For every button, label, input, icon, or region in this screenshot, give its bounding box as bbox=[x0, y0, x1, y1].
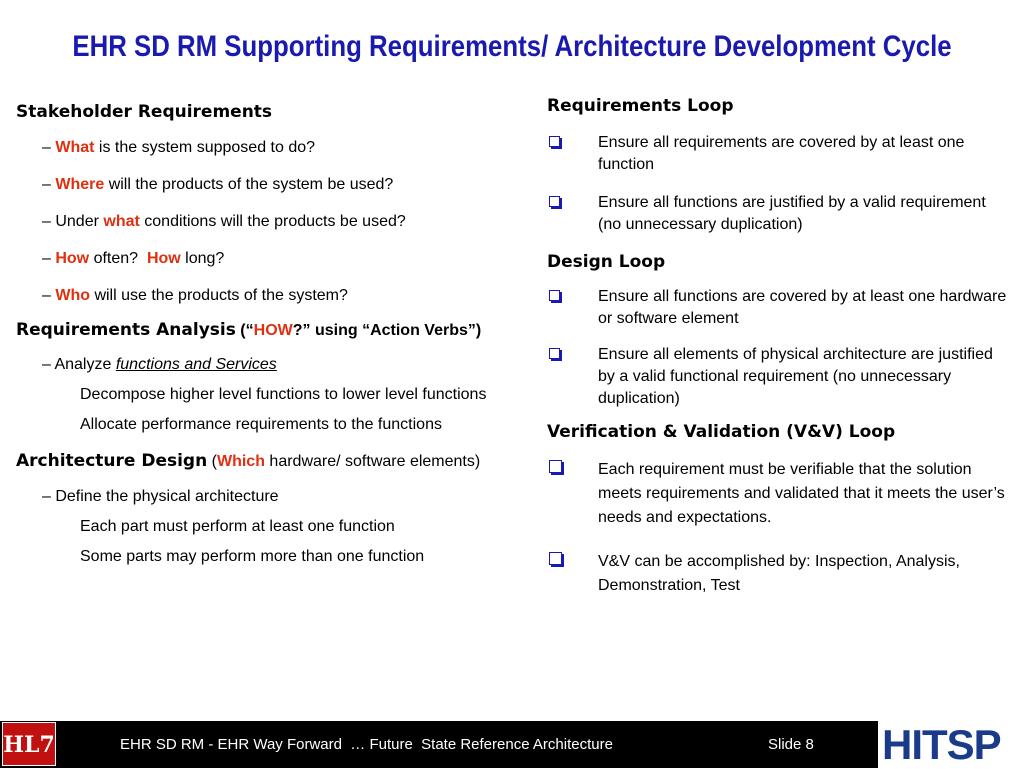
bullet-item: Each requirement must be verifiable that the solution meets requirements and validated that it meets the user’s needs and expectations. bbox=[547, 458, 1007, 530]
footer-bar bbox=[0, 721, 1024, 768]
bullet-item: Ensure all elements of physical architecture are justified by a valid functional requirement (no unnecessary duplication) bbox=[547, 344, 1007, 410]
bullet-item: Ensure all requirements are covered by at least one function bbox=[547, 132, 1007, 176]
bullet-item: Ensure all functions are justified by a valid requirement (no unnecessary duplication) bbox=[547, 192, 1007, 236]
heading-vv-loop: Verification & Validation (V&V) Loop bbox=[547, 422, 896, 442]
list-item: – Where will the products of the system be used? bbox=[42, 176, 394, 193]
heading-design-loop: Design Loop bbox=[547, 252, 666, 272]
checkbox-bullet-icon bbox=[549, 552, 562, 565]
sub-list-item: Decompose higher level functions to lower level functions bbox=[80, 386, 487, 403]
slide-title: EHR SD RM Supporting Requirements/ Architecture Development Cycle bbox=[72, 30, 952, 63]
list-item: – What is the system supposed to do? bbox=[42, 139, 316, 156]
checkbox-bullet-icon bbox=[549, 196, 560, 207]
list-item: – Who will use the products of the system? bbox=[42, 287, 348, 304]
left-column bbox=[16, 102, 536, 566]
checkbox-bullet-icon bbox=[549, 460, 562, 473]
checkbox-bullet-icon bbox=[549, 290, 560, 301]
heading-requirements-loop: Requirements Loop bbox=[547, 96, 734, 116]
sub-list-item: Allocate performance requirements to the functions bbox=[80, 416, 442, 433]
list-item: – Analyze functions and Services bbox=[42, 356, 277, 373]
functions-services-link: functions and Services bbox=[115, 356, 277, 373]
list-item: – Define the physical architecture bbox=[42, 488, 279, 505]
sub-list-item: Some parts may perform more than one function bbox=[80, 548, 425, 565]
heading-requirements-analysis: Requirements Analysis (“HOW?” using “Action Verbs”) bbox=[16, 320, 482, 340]
list-item: – How often? How long? bbox=[42, 250, 225, 267]
sub-list-item: Each part must perform at least one function bbox=[80, 518, 395, 535]
slide-number: Slide 8 bbox=[768, 736, 814, 753]
checkbox-bullet-icon bbox=[549, 136, 560, 147]
right-column bbox=[547, 96, 1007, 598]
heading-architecture-design: Architecture Design (Which hardware/ software elements) bbox=[16, 451, 481, 471]
bullet-item: V&V can be accomplished by: Inspection, Analysis, Demonstration, Test bbox=[547, 550, 1007, 598]
checkbox-bullet-icon bbox=[549, 348, 560, 359]
heading-stakeholder: Stakeholder Requirements bbox=[16, 102, 273, 122]
hl7-logo: HL7 bbox=[2, 722, 56, 766]
list-item: – Under what conditions will the products be used? bbox=[42, 213, 406, 230]
bullet-item: Ensure all functions are covered by at least one hardware or software element bbox=[547, 286, 1007, 330]
footer-text: EHR SD RM - EHR Way Forward … Future State Reference Architecture bbox=[120, 736, 613, 753]
hitsp-logo: HITSP bbox=[878, 721, 1024, 768]
